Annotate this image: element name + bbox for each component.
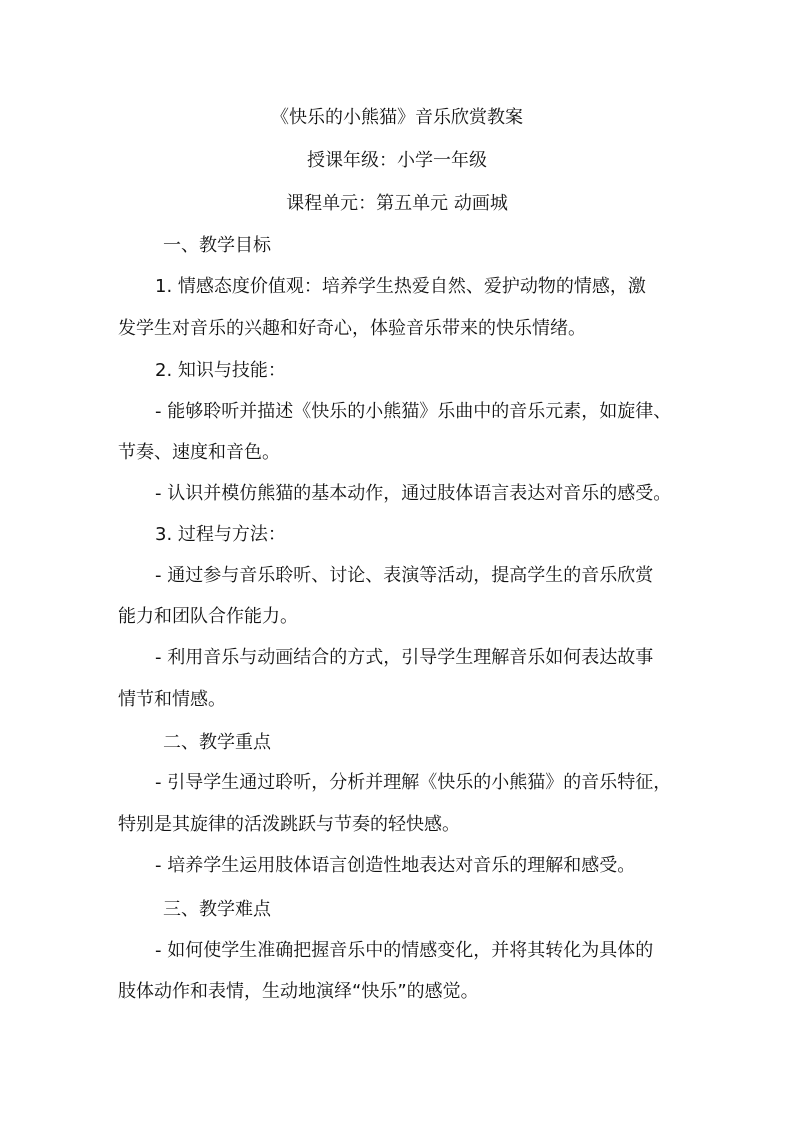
difficulty-line-2: 肢体动作和表情，生动地演绎“快乐”的感觉。 xyxy=(118,981,479,1002)
objective-3-heading: 3. 过程与方法： xyxy=(155,524,286,545)
unit-line: 课程单元：第五单元 动画城 xyxy=(286,193,508,214)
objective-3-line-2: 能力和团队合作能力。 xyxy=(118,606,298,627)
objective-3-line-1: - 通过参与音乐聆听、讨论、表演等活动，提高学生的音乐欣赏 xyxy=(155,565,654,586)
objective-1-line-1: 1. 情感态度价值观：培养学生热爱自然、爱护动物的情感，激 xyxy=(155,276,646,297)
objective-3-line-4: 情节和情感。 xyxy=(118,689,226,710)
objective-2-heading: 2. 知识与技能： xyxy=(155,360,286,381)
key-point-line-2: 特别是其旋律的活泼跳跃与节奏的轻快感。 xyxy=(118,814,460,835)
document-title: 《快乐的小熊猫》音乐欣赏教案 xyxy=(271,107,523,128)
objective-2-line-1: - 能够聆听并描述《快乐的小熊猫》乐曲中的音乐元素，如旋律、 xyxy=(155,401,672,422)
section-heading-objectives: 一、教学目标 xyxy=(163,235,271,256)
difficulty-line-1: - 如何使学生准确把握音乐中的情感变化，并将其转化为具体的 xyxy=(155,940,654,961)
section-heading-key-points: 二、教学重点 xyxy=(163,732,271,753)
objective-1-line-2: 发学生对音乐的兴趣和好奇心，体验音乐带来的快乐情绪。 xyxy=(118,318,586,339)
objective-2-line-2: 节奏、速度和音色。 xyxy=(118,442,280,463)
grade-line: 授课年级：小学一年级 xyxy=(307,150,487,171)
objective-3-line-3: - 利用音乐与动画结合的方式，引导学生理解音乐如何表达故事 xyxy=(155,647,654,668)
objective-2-line-3: - 认识并模仿熊猫的基本动作，通过肢体语言表达对音乐的感受。 xyxy=(155,483,672,504)
section-heading-difficulties: 三、教学难点 xyxy=(163,899,271,920)
key-point-line-1: - 引导学生通过聆听，分析并理解《快乐的小熊猫》的音乐特征， xyxy=(155,772,672,793)
key-point-line-3: - 培养学生运用肢体语言创造性地表达对音乐的理解和感受。 xyxy=(155,855,636,876)
